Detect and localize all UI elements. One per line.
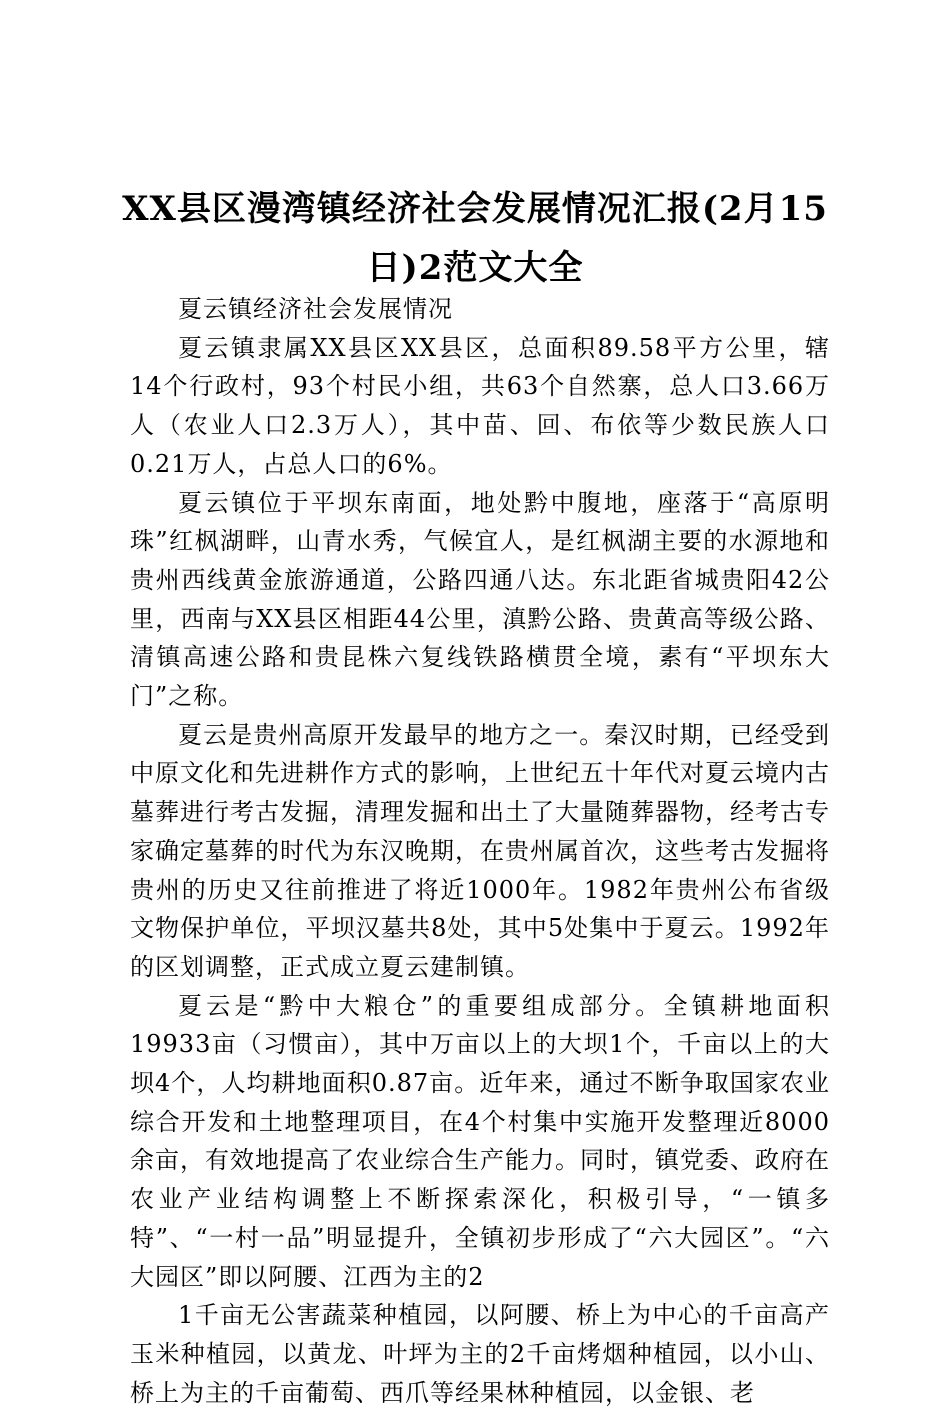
document-body [130,290,830,1412]
paragraph-overview: 夏云镇隶属XX县区XX县区，总面积89.58平方公里，辖14个行政村，93个村民小组，共63个自然寨，总人口3.66万人（农业人口2.3万人），其中苗、回、布依等少数民族人口0.21万人，占总人口的6%。 [130,333,830,478]
paragraph-history: 夏云是贵州高原开发最早的地方之一。秦汉时期，已经受到中原文化和先进耕作方式的影响，上世纪五十年代对夏云境内古墓葬进行考古发掘，清理发掘和出土了大量随葬器物，经考古专家确定墓葬的时代为东汉晚期，在贵州属首次，这些考古发掘将贵州的历史又往前推进了将近1000年。1982年贵州公布省级文物保护单位，平坝汉墓共8处，其中5处集中于夏云。1992年的区划调整，正式成立夏云建制镇。 [130,720,830,981]
document-title: XX县区漫湾镇经济社会发展情况汇报(2月15日)2范文大全 [122,189,828,288]
paragraph-location: 夏云镇位于平坝东南面，地处黔中腹地，座落于“高原明珠”红枫湖畔，山青水秀，气候宜人，是红枫湖主要的水源地和贵州西线黄金旅游通道，公路四通八达。东北距省城贵阳42公里，西南与XX县区相距44公里，滇黔公路、贵黄高等级公路、清镇高速公路和贵昆株六复线铁路横贯全境，素有“平坝东大门”之称。 [130,488,830,711]
paragraph-parks: 1千亩无公害蔬菜种植园，以阿腰、桥上为中心的千亩高产玉米种植园，以黄龙、叶坪为主的2千亩烤烟种植园，以小山、桥上为主的千亩葡萄、西爪等经果林种植园，以金银、老 [130,1301,830,1407]
paragraph-section-heading: 夏云镇经济社会发展情况 [178,295,453,323]
paragraph-agriculture: 夏云是“黔中大粮仓”的重要组成部分。全镇耕地面积19933亩（习惯亩），其中万亩以上的大坝1个，千亩以上的大坝4个，人均耕地面积0.87亩。近年来，通过不断争取国家农业综合开发和土地整理项目，在4个村集中实施开发整理近8000余亩，有效地提高了农业综合生产能力。同时，镇党委、政府在农业产业结构调整上不断探索深化，积极引导，“一镇多特”、“一村一品”明显提升，全镇初步形成了“六大园区”。“六大园区”即以阿腰、江西为主的2 [130,991,830,1291]
